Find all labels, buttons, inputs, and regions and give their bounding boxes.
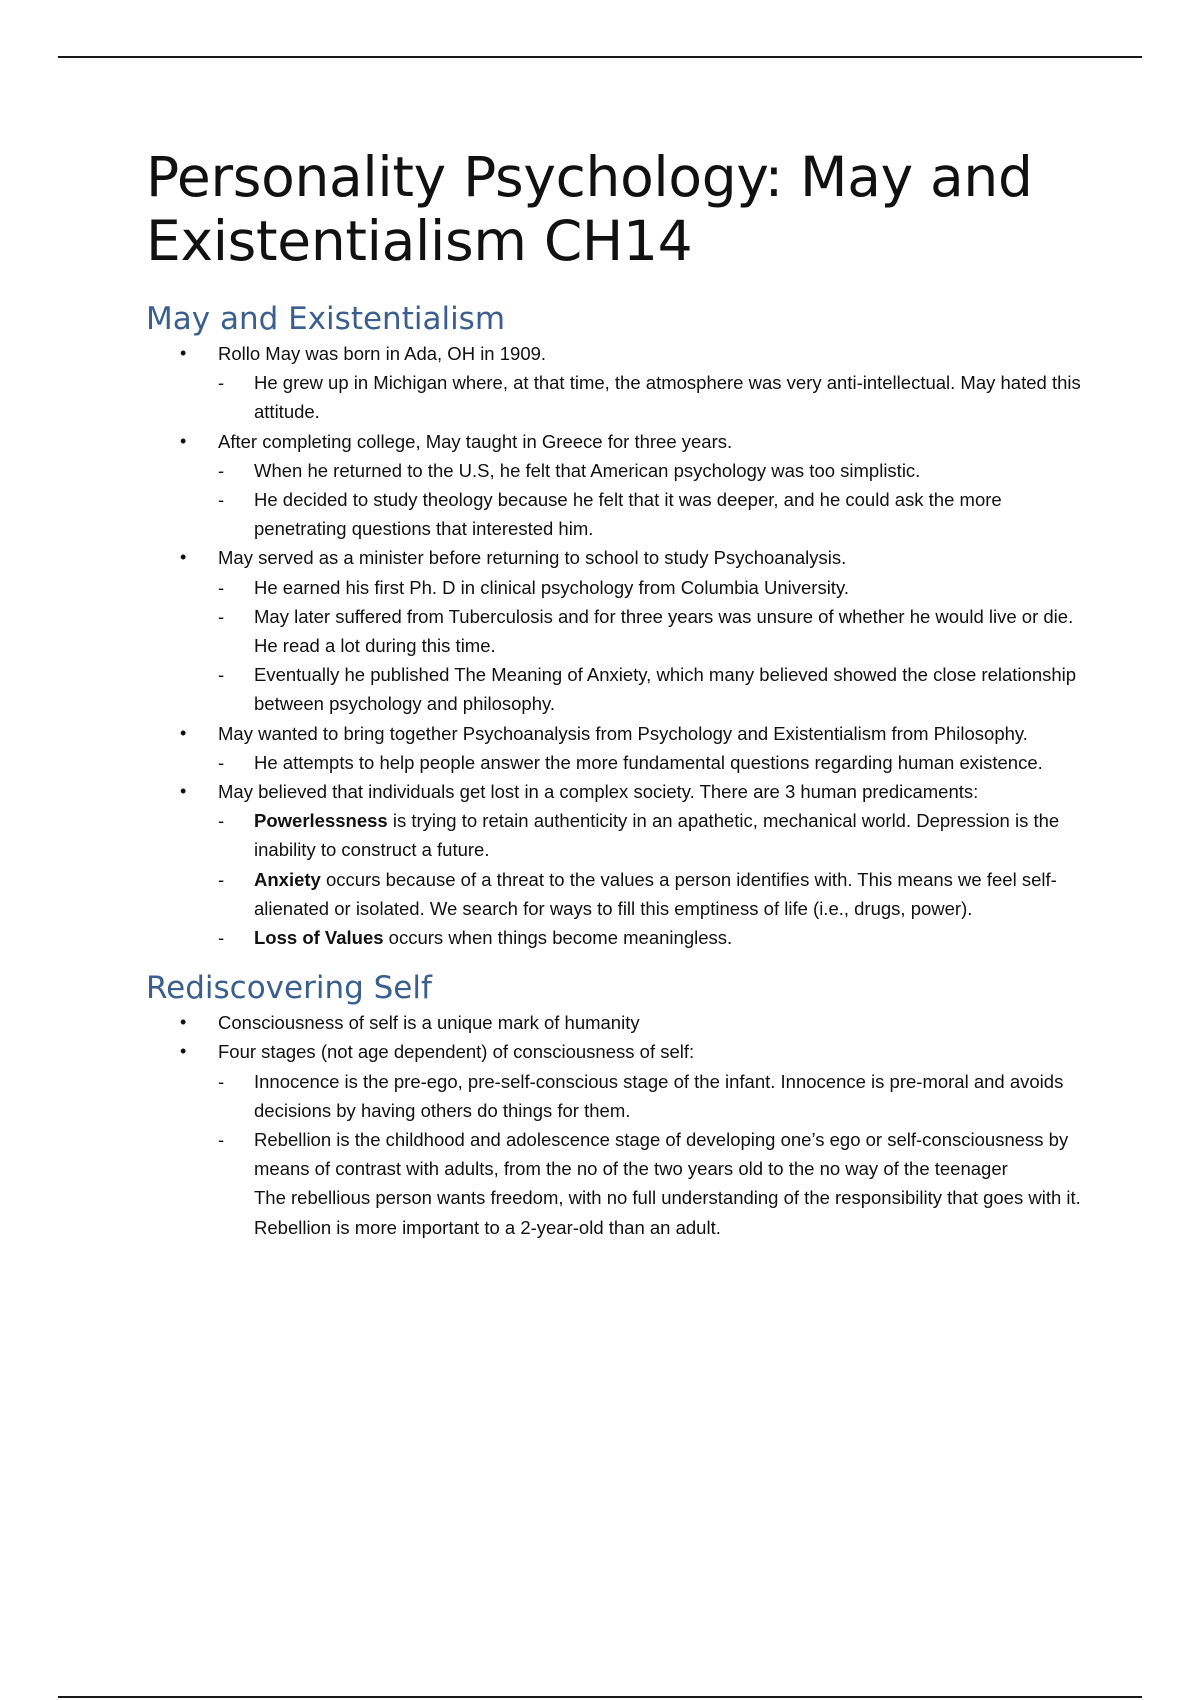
stage-line: The rebellious person wants freedom, with no full understanding of the responsibility that goes with it. [254, 1187, 1081, 1209]
list-item [146, 719, 1086, 777]
list-item [146, 777, 1086, 952]
section-2-list [146, 1008, 1086, 1242]
term-definition: occurs when things become meaningless. [383, 927, 733, 949]
section-heading-rediscovering-self: Rediscovering Self [146, 970, 432, 1007]
stage-line: - Rebellion is the childhood and adolescence stage of developing one’s ego or self-consciousness by means of contrast with adults, from the no of the two years old to the no way of the teenager [254, 1129, 1069, 1180]
stage-line: - Innocence is the pre-ego, pre-self-conscious stage of the infant. Innocence is pre-moral and avoids decisions by having others do things for them. [254, 1070, 1064, 1121]
list-item [146, 543, 1086, 718]
list-item-text: After completing college, May taught in Greece for three years. [218, 430, 733, 452]
page-title: Personality Psychology: May and Existentialism CH14 [146, 145, 1033, 273]
sub-list [218, 1067, 1086, 1242]
term-definition: occurs because of a threat to the values a person identifies with. This means we feel self-alienated or isolated. We search for ways to fill this emptiness of life (i.e., drugs, power). [254, 868, 1057, 919]
sub-list-item-loss-of-values [218, 923, 1086, 952]
sub-list [218, 748, 1086, 777]
section-heading-may-existentialism: May and Existentialism [146, 301, 506, 337]
list-item [146, 1008, 1086, 1037]
sub-list [218, 806, 1086, 952]
sub-list-item: - Eventually he published The Meaning of Anxiety, which many believed showed the close relationship between psychology and philosophy. [218, 660, 1086, 718]
sub-list-item: - He earned his first Ph. D in clinical psychology from Columbia University. [218, 573, 1086, 602]
sub-list-item: - He grew up in Michigan where, at that time, the atmosphere was very anti-intellectual. May hated this attitude. [218, 368, 1086, 426]
list-item-text: Consciousness of self is a unique mark of humanity [218, 1012, 640, 1034]
bottom-rule [58, 1696, 1142, 1698]
document-body [146, 145, 1086, 1242]
sub-list-item-powerlessness [218, 806, 1086, 864]
list-item [146, 427, 1086, 544]
sub-list-item: - May later suffered from Tuberculosis and for three years was unsure of whether he would live or die. He read a lot during this time. [218, 602, 1086, 660]
top-rule [58, 56, 1142, 58]
sub-list-item: - He decided to study theology because he felt that it was deeper, and he could ask the more penetrating questions that interested him. [218, 485, 1086, 543]
list-item [146, 339, 1086, 427]
list-item-text: May wanted to bring together Psychoanalysis from Psychology and Existentialism from Philosophy. [218, 722, 1028, 744]
term-definition: is trying to retain authenticity in an apathetic, mechanical world. Depression is the inability to construct a future. [254, 810, 1060, 861]
stage-line: Rebellion is more important to a 2-year-old than an adult. [254, 1216, 721, 1238]
term-label: Loss of Values [254, 927, 384, 949]
sub-list-item: - He attempts to help people answer the more fundamental questions regarding human existence. [218, 748, 1086, 777]
sub-list-item: - When he returned to the U.S, he felt that American psychology was too simplistic. [218, 456, 1086, 485]
sub-list [218, 368, 1086, 426]
list-item-text: May believed that individuals get lost in a complex society. There are 3 human predicaments: [218, 781, 979, 803]
sub-list-item-rebellion [218, 1125, 1086, 1242]
list-item-text: Rollo May was born in Ada, OH in 1909. [218, 343, 547, 364]
list-item-text: May served as a minister before returning to school to study Psychoanalysis. [218, 547, 847, 569]
term-label: Anxiety [254, 868, 321, 890]
list-item [146, 1037, 1086, 1241]
term-label: Powerlessness [254, 810, 388, 832]
section-1-list [146, 339, 1086, 952]
sub-list-item-innocence [218, 1067, 1086, 1125]
sub-list-item-anxiety [218, 865, 1086, 923]
sub-list [218, 456, 1086, 544]
sub-list [218, 573, 1086, 719]
list-item-text: Four stages (not age dependent) of consciousness of self: [218, 1041, 695, 1063]
